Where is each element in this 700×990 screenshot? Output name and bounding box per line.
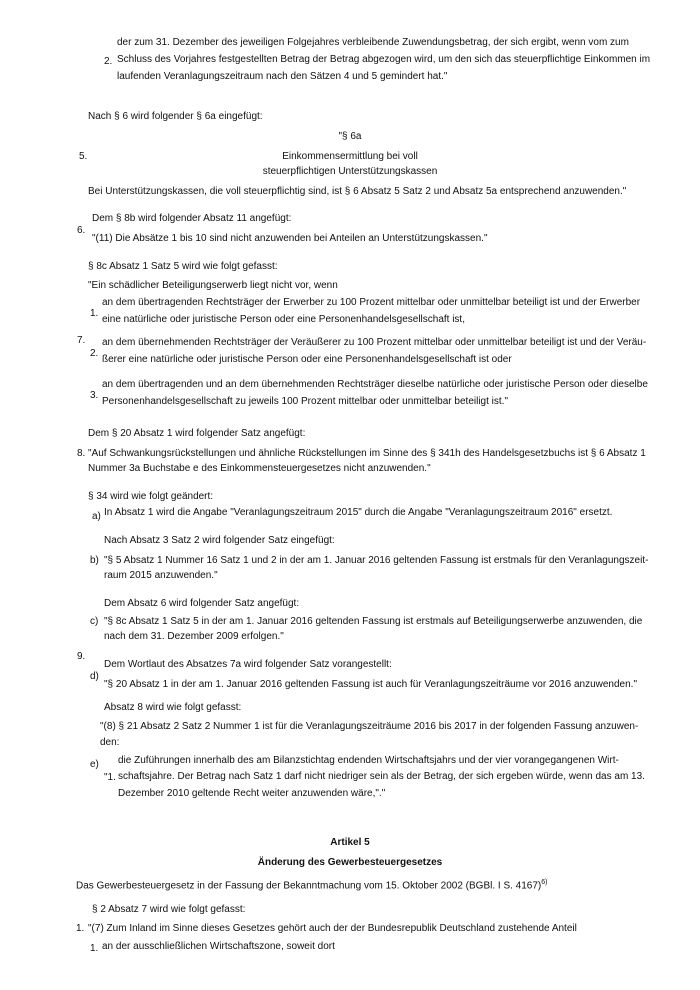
- item9d-label: d): [90, 671, 99, 682]
- item6-intro: Dem § 8b wird folgender Absatz 11 angefügt:: [92, 213, 292, 224]
- footnote-marker: 6): [541, 879, 548, 886]
- item9e-sub-line-3: Dezember 2010 geltende Recht weiter anzuwenden wäre,".": [118, 788, 386, 799]
- item7-sub1-number: 1.: [90, 308, 99, 319]
- item5-heading-2: steuerpflichtigen Unterstützungskassen: [262, 166, 438, 177]
- article-item1-intro: § 2 Absatz 7 wird wie folgt gefasst:: [92, 904, 246, 915]
- item7-number: 7.: [77, 335, 86, 346]
- item9e-intro: Absatz 8 wird wie folgt gefasst:: [104, 702, 242, 713]
- item6-body: "(11) Die Absätze 1 bis 10 sind nicht anzuwenden bei Anteilen an Unterstützungskassen.": [92, 233, 488, 244]
- article-intro-text: Das Gewerbesteuergesetz in der Fassung der Bekanntmachung vom 15. Oktober 2002 (BGBl. I S. 4167): [76, 880, 542, 892]
- item2-number: 2.: [104, 56, 113, 67]
- item9e-line-1: "(8) § 21 Absatz 2 Satz 2 Nummer 1 ist für die Veranlagungszeiträume 2016 bis 2017 in der folgenden Fassung anzuwen-: [100, 721, 639, 732]
- item2-line-2: Schluss des Vorjahres festgestellten Betrag der Betrag abgezogen wird, um den sich das steuerpflichtige Einkommen im: [117, 54, 651, 65]
- item7-sub3-line-2: Personenhandelsgesellschaft zu jeweils 100 Prozent mittelbar oder unmittelbar beteiligt ist.": [102, 396, 508, 407]
- item9-number: 9.: [77, 651, 86, 662]
- item8-line-1: "Auf Schwankungsrückstellungen und ähnliche Rückstellungen im Sinne des § 341h des Handelsgesetzbuchs ist § 6 Absatz 1: [88, 448, 646, 459]
- item9b-line-2: raum 2015 anzuwenden.": [104, 570, 218, 581]
- item2-line-1: der zum 31. Dezember des jeweiligen Folgejahres verbleibende Zuwendungsbetrag, der sich ergibt, wenn vom zum: [117, 37, 629, 48]
- item9c-line-1: "§ 8c Absatz 1 Satz 5 in der am 1. Januar 2016 geltenden Fassung ist erstmals auf Beteiligungserwerbe anzuwenden, die: [104, 616, 643, 627]
- item8-number: 8.: [77, 448, 86, 459]
- item5-intro: Nach § 6 wird folgender § 6a eingefügt:: [88, 111, 263, 122]
- item9c-intro: Dem Absatz 6 wird folgender Satz angefügt:: [104, 598, 300, 609]
- article-item1-text: "(7) Zum Inland im Sinne dieses Gesetzes gehört auch der der Bundesrepublik Deutschland zustehende Anteil: [88, 923, 577, 934]
- item7-sub2-line-2: ßerer eine natürliche oder juristische Person oder eine Personenhandelsgesellschaft ist oder: [102, 354, 512, 365]
- item7-sub2-line-1: an dem übernehmenden Rechtsträger der Veräußerer zu 100 Prozent mittelbar oder unmittelbar beteiligt ist und der Veräu-: [102, 337, 647, 348]
- item9b-intro: Nach Absatz 3 Satz 2 wird folgender Satz eingefügt:: [104, 535, 335, 546]
- item2-line-3: laufenden Veranlagungszeitraum nach den Sätzen 4 und 5 gemindert hat.": [117, 71, 448, 82]
- item9b-line-1: "§ 5 Absatz 1 Nummer 16 Satz 1 und 2 in der am 1. Januar 2016 geltenden Fassung ist erstmals für den Veranlagungszeit-: [104, 555, 649, 566]
- item9e-sub-number: "1.: [104, 772, 116, 783]
- item7-sub3-number: 3.: [90, 390, 99, 401]
- item5-heading-1: Einkommensermittlung bei voll: [282, 151, 418, 162]
- article-title: Artikel 5: [330, 837, 370, 848]
- article-item1-sub-text: an der ausschließlichen Wirtschaftszone, soweit dort: [102, 941, 335, 952]
- item9a-text: In Absatz 1 wird die Angabe "Veranlagungszeitraum 2015" durch die Angabe "Veranlagungszeitraum 2016" ersetzt.: [104, 507, 613, 518]
- item5-number: 5.: [79, 151, 88, 162]
- item9c-line-2: nach dem 31. Dezember 2009 erfolgen.": [104, 631, 284, 642]
- item5-section: "§ 6a: [338, 131, 362, 142]
- item9c-label: c): [90, 616, 99, 627]
- item9e-label: e): [90, 759, 99, 770]
- item9d-text: "§ 20 Absatz 1 in der am 1. Januar 2016 geltenden Fassung ist auch für Veranlagungszeiträume vor 2016 anzuwenden.": [104, 679, 638, 690]
- item6-number: 6.: [77, 225, 86, 236]
- item7-sub1-line-2: eine natürliche oder juristische Person oder eine Personenhandelsgesellschaft ist,: [102, 314, 465, 325]
- item8-line-2: Nummer 3a Buchstabe e des Einkommensteuergesetzes nicht anzuwenden.": [88, 463, 431, 474]
- item9e-sub-line-2: schaftsjahre. Der Betrag nach Satz 1 darf nicht niedriger sein als der Betrag, der sich ergeben würde, wenn das am 13.: [118, 771, 645, 782]
- item7-intro: § 8c Absatz 1 Satz 5 wird wie folgt gefasst:: [88, 261, 278, 272]
- article-item1-sub-number: 1.: [90, 943, 99, 954]
- item9b-label: b): [90, 555, 99, 566]
- item9a-label: a): [92, 511, 101, 522]
- item7-sub2-number: 2.: [90, 348, 99, 359]
- item9d-intro: Dem Wortlaut des Absatzes 7a wird folgender Satz vorangestellt:: [104, 659, 392, 670]
- article-subtitle: Änderung des Gewerbesteuergesetzes: [257, 857, 443, 868]
- item8-intro: Dem § 20 Absatz 1 wird folgender Satz angefügt:: [88, 428, 306, 439]
- item7-lead: "Ein schädlicher Beteiligungserwerb liegt nicht vor, wenn: [88, 280, 338, 291]
- item5-body: Bei Unterstützungskassen, die voll steuerpflichtig sind, ist § 6 Absatz 5 Satz 2 und Absatz 5a entsprechend anzuwenden.": [88, 186, 627, 197]
- item9e-sub-line-1: die Zuführungen innerhalb des am Bilanzstichtag endenden Wirtschaftsjahrs und der vier vorangegangenen Wirt-: [118, 755, 619, 766]
- article-intro: [76, 876, 547, 892]
- item7-sub1-line-1: an dem übertragenden Rechtsträger der Erwerber zu 100 Prozent mittelbar oder unmittelbar beteiligt ist und der Erwerber: [102, 297, 641, 308]
- item7-sub3-line-1: an dem übertragenden und an dem übernehmenden Rechtsträger dieselbe natürliche oder juristische Person oder dieselbe: [102, 379, 648, 390]
- item9e-line-2: den:: [100, 737, 120, 748]
- item9-intro: § 34 wird wie folgt geändert:: [88, 491, 214, 502]
- article-item1-number: 1.: [76, 923, 85, 934]
